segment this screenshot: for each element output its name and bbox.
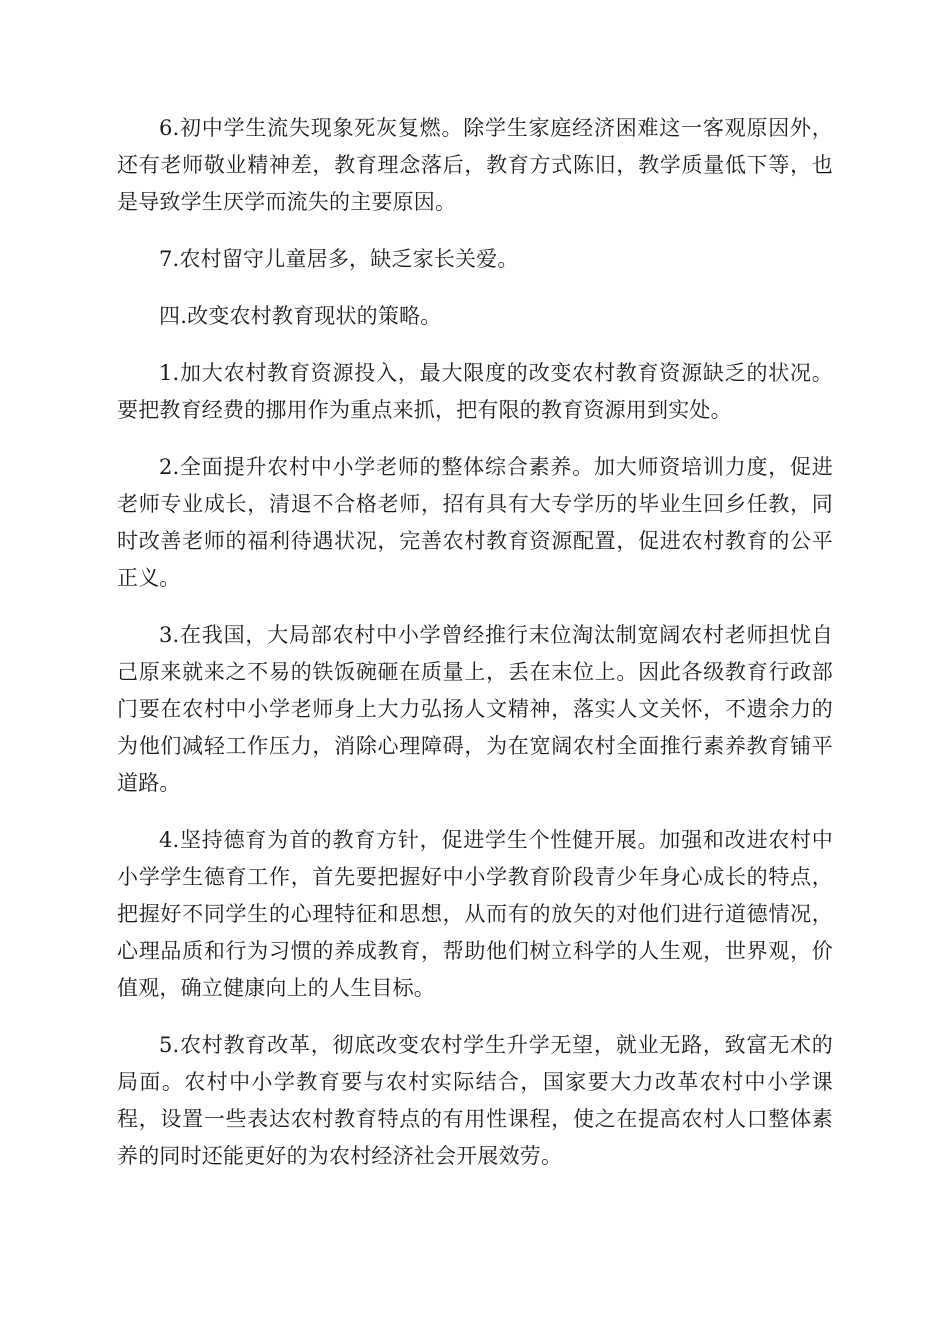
paragraph-strategy-3: 3.在我国，大局部农村中小学曾经推行末位淘汰制宽阔农村老师担忧自己原来就来之不易的铁饭碗砸在质量上，丢在末位上。因此各级教育行政部门要在农村中小学老师身上大力弘扬人文精神，落实人文关怀，不遗余力的为他们减轻工作压力，消除心理障碍，为在宽阔农村全面推行素养教育铺平道路。 <box>117 623 833 795</box>
document-body <box>117 110 833 1195</box>
paragraph-strategy-2: 2.全面提升农村中小学老师的整体综合素养。加大师资培训力度，促进老师专业成长，清退不合格老师，招有具有大专学历的毕业生回乡任教，同时改善老师的福利待遇状况，完善农村教育资源配置，促进农村教育的公平正义。 <box>117 455 833 590</box>
paragraph-item-6: 6.初中学生流失现象死灰复燃。除学生家庭经济困难这一客观原因外，还有老师敬业精神差，教育理念落后，教育方式陈旧，教学质量低下等，也是导致学生厌学而流失的主要原因。 <box>117 116 833 214</box>
paragraph-strategy-4: 4.坚持德育为首的教育方针，促进学生个性健开展。加强和改进农村中小学学生德育工作，首先要把握好中小学教育阶段青少年身心成长的特点，把握好不同学生的心理特征和思想，从而有的放矢的对他们进行道德情况，心理品质和行为习惯的养成教育，帮助他们树立科学的人生观，世界观，价值观，确立健康向上的人生目标。 <box>117 828 833 1000</box>
paragraph-strategy-5: 5.农村教育改革，彻底改变农村学生升学无望，就业无路，致富无术的局面。农村中小学教育要与农村实际结合，国家要大力改革农村中小学课程，设置一些表达农村教育特点的有用性课程，使之在提高农村人口整体素养的同时还能更好的为农村经济社会开展效劳。 <box>117 1033 833 1168</box>
section-heading-strategies: 四.改变农村教育现状的策略。 <box>159 304 442 328</box>
paragraph-strategy-1: 1.加大农村教育资源投入，最大限度的改变农村教育资源缺乏的状况。要把教育经费的挪用作为重点来抓，把有限的教育资源用到实处。 <box>117 361 833 422</box>
paragraph-item-7: 7.农村留守儿童居多，缺乏家长关爱。 <box>159 247 519 271</box>
